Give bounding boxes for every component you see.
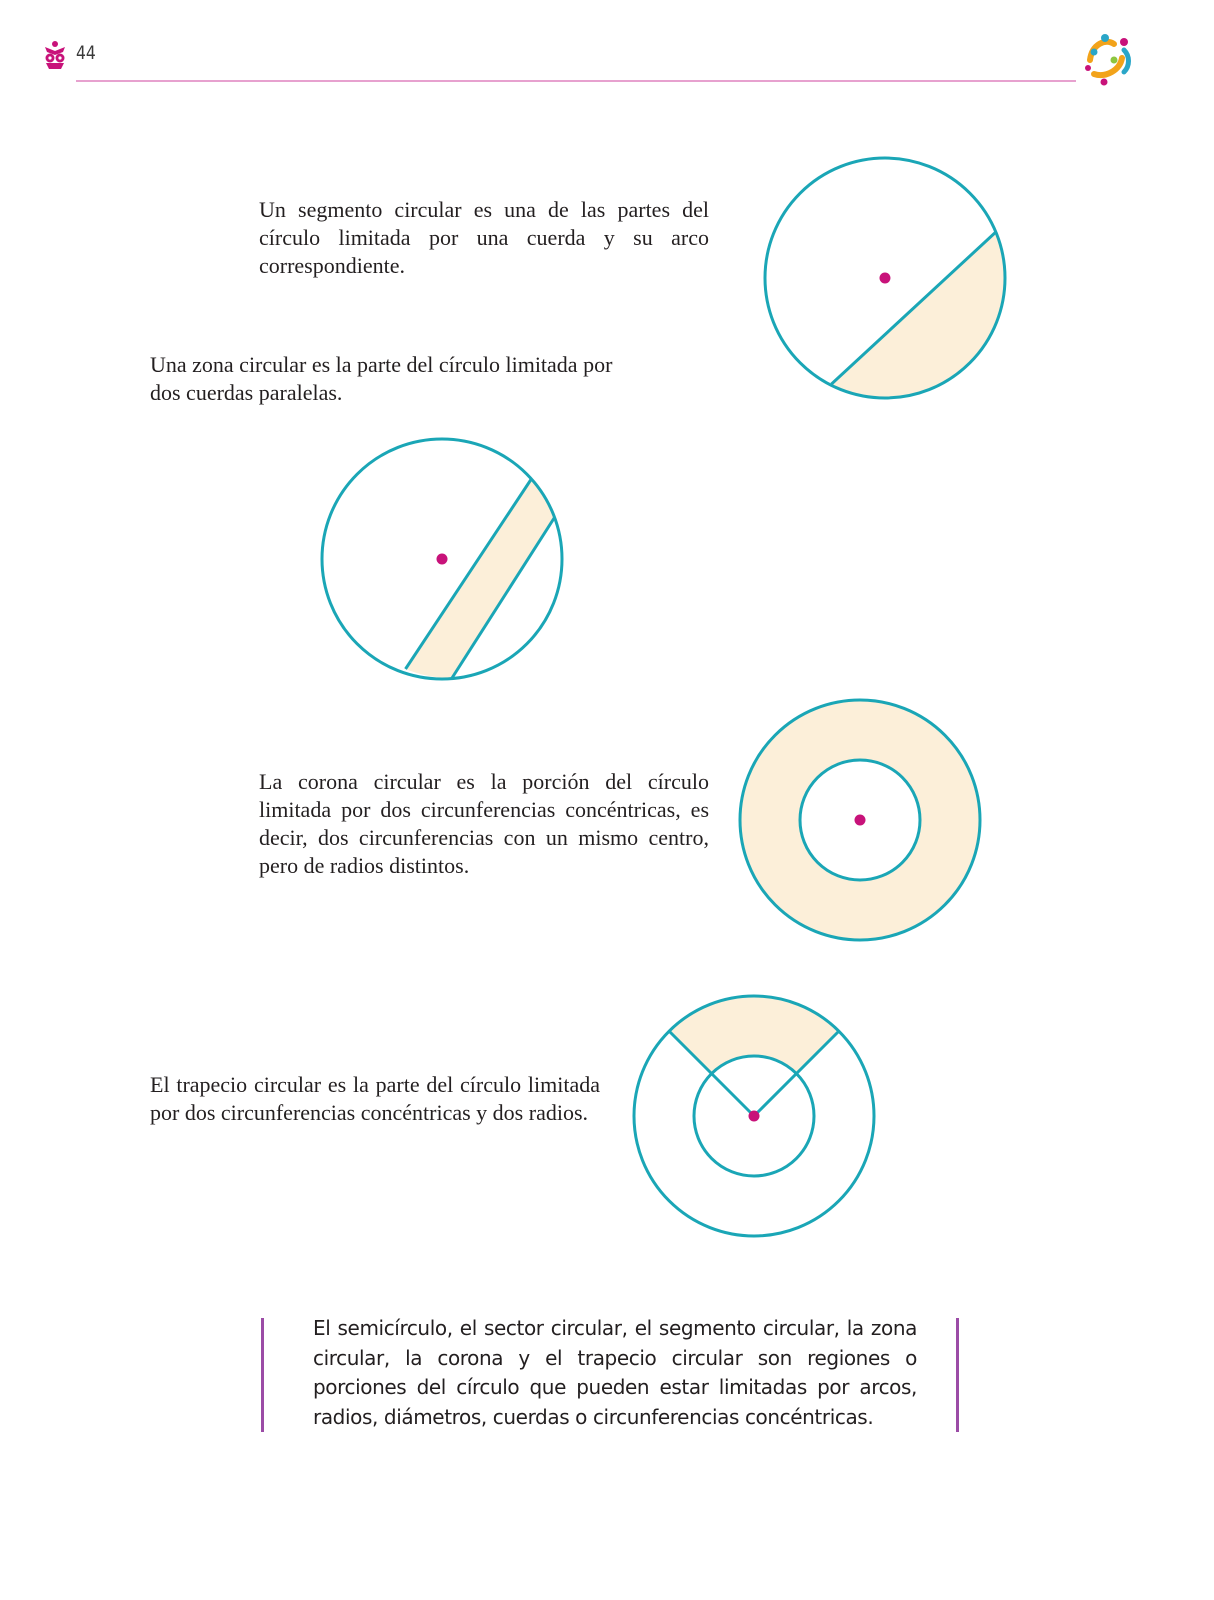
summary-note: El semicírculo, el sector circular, el segmento circular, la zona circular, la corona y el trapecio circular son regiones o porciones del círculo que pueden estar limitadas por arcos, radios, diámetros, cuerdas o circunferencias concéntricas. <box>313 1316 917 1429</box>
circular-crown-figure <box>737 697 987 947</box>
segment-fill <box>832 232 1006 397</box>
trapezoid-fill <box>669 996 839 1074</box>
center-dot <box>437 554 448 565</box>
corona-text: La corona circular es la porción del círculo limitada por dos circunferencias concéntricas, es decir, dos circunferencias con un mismo centro, pero de radios distintos. <box>259 769 709 878</box>
zona-text: Una zona circular es la parte del círculo limitada por dos cuerdas paralelas. <box>150 352 613 405</box>
center-dot <box>749 1111 760 1122</box>
note-bar-right <box>956 1318 959 1432</box>
circular-zone-figure <box>320 437 570 687</box>
trapecio-text: El trapecio circular es la parte del círculo limitada por dos circunferencias concéntricas y dos radios. <box>150 1072 600 1125</box>
center-dot <box>855 815 866 826</box>
circular-segment-figure <box>762 155 1012 405</box>
zone-fill <box>406 480 555 679</box>
note-bar-left <box>261 1318 264 1432</box>
header-rule <box>76 80 1076 82</box>
colorful-figure-logo <box>1080 30 1140 86</box>
circular-trapezoid-figure <box>631 993 881 1243</box>
center-dot <box>880 273 891 284</box>
page-number: 44 <box>76 42 96 64</box>
flower-ornament-icon <box>41 39 69 71</box>
segmento-text: Un segmento circular es una de las partes del círculo limitada por una cuerda y su arco correspondiente. <box>259 197 709 278</box>
